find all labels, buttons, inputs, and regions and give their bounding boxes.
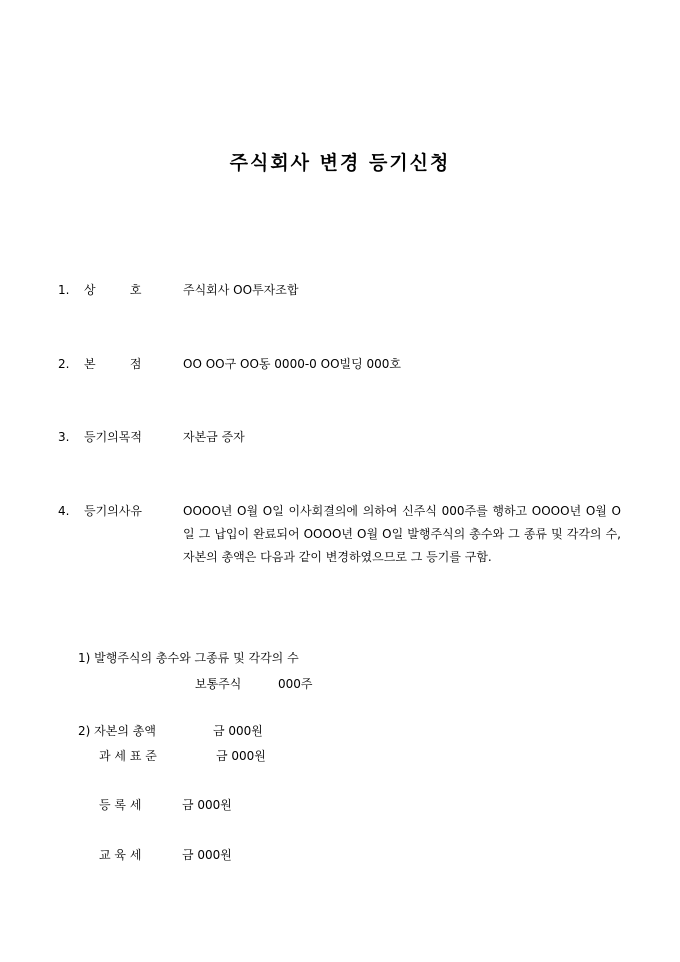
item-3-number: 3.: [58, 430, 70, 444]
common-shares-value: 000주: [278, 677, 313, 691]
document-title: 주식회사 변경 등기신청: [229, 152, 451, 174]
item-4-label: 등기의사유: [84, 504, 142, 518]
item-1-label: 상 호: [84, 283, 142, 297]
tax-base-label: 과 세 표 준: [99, 749, 157, 763]
item-1-number: 1.: [58, 283, 70, 297]
item-1-value: 주식회사 OO투자조합: [183, 283, 299, 297]
capital-value: 금 000원: [213, 724, 263, 738]
education-tax-label: 교 육 세: [99, 848, 142, 862]
tax-base-value: 금 000원: [216, 749, 266, 763]
education-tax-value: 금 000원: [182, 848, 232, 862]
item-3-value: 자본금 증자: [183, 430, 245, 444]
registration-tax-value: 금 000원: [182, 798, 232, 812]
common-shares-label: 보통주식: [195, 677, 242, 691]
capital-label: 2) 자본의 총액: [78, 724, 156, 738]
item-4-number: 4.: [58, 504, 70, 518]
registration-tax-label: 등 록 세: [99, 798, 142, 812]
item-3-label: 등기의목적: [84, 430, 142, 444]
item-2-label: 본 점: [84, 357, 142, 371]
item-4-value: OOOO년 O월 O일 이사회결의에 의하여 신주식 000주를 행하고 OOOO년 O월 O일 그 납입이 완료되어 OOOO년 O월 O일 발행주식의 총수와 그 종류 및 각각의 수, 자본의 총액은 다음과 같이 변경하였으므로 그 등기를 구함.: [183, 504, 621, 564]
shares-heading: 1) 발행주식의 총수와 그종류 및 각각의 수: [78, 651, 299, 665]
item-2-value: OO OO구 OO동 0000-0 OO빌딩 000호: [183, 357, 402, 371]
item-2-number: 2.: [58, 357, 70, 371]
